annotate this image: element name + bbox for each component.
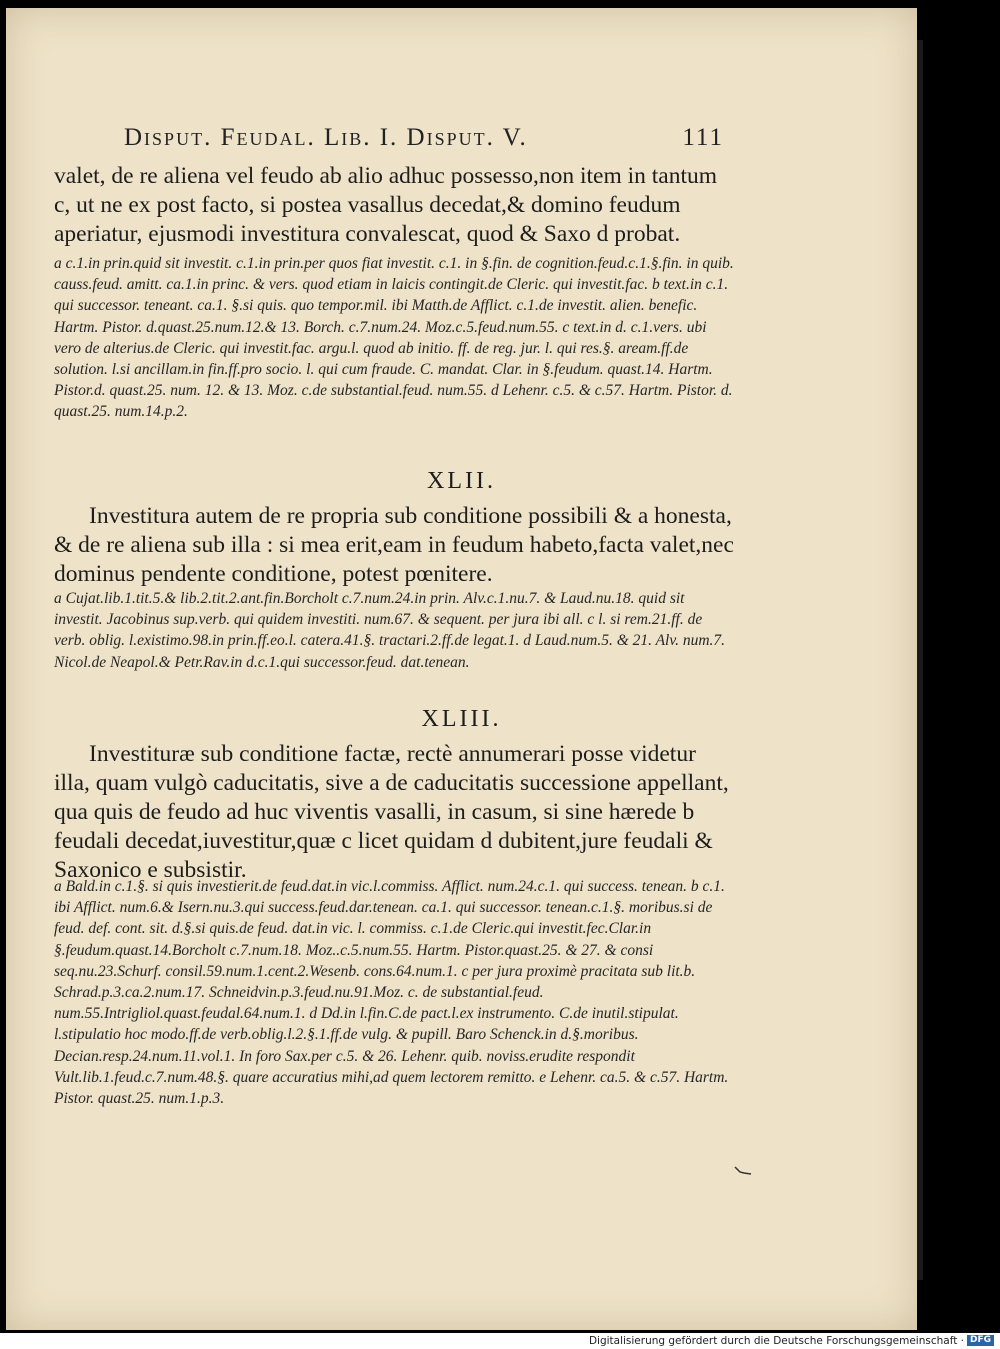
book-page bbox=[6, 8, 917, 1330]
section-number-42: XLII. bbox=[427, 468, 496, 494]
paragraph-continuation: valet, de re aliena vel feudo ab alio adhuc possesso,non item in tantum c, ut ne ex post facto, si postea vasallus decedat,& domino feudum aperiatur, ejusmodi investitura convalescat, quod & Saxo d probat. bbox=[54, 163, 718, 247]
footnotes-block-2: a Cujat.lib.1.tit.5.& lib.2.tit.2.ant.fin.Borcholt c.7.num.24.in prin. Alv.c.1.nu.7. & Laud.nu.18. quid sit investit. Jacobinus sup.verb. qui quidem investiti. num.67. & sequent. per jura ibi all. c l. si rem.21.ff. de verb. oblig. l.existimo.98.in prin.ff.eo.l. catera.41.§. tractari.2.ff.de legat.1. d Laud.num.5. & 21. Alv. num.7. Nicol.de Neapol.& Petr.Rav.in d.c.1.qui successor.feud. dat.tenean. bbox=[54, 590, 726, 671]
dfg-logo: DFG bbox=[967, 1335, 994, 1346]
running-title: Disput. Feudal. Lib. I. Disput. V. bbox=[124, 124, 528, 151]
running-header bbox=[124, 124, 724, 160]
footnotes-block-1: a c.1.in prin.quid sit investit. c.1.in prin.per quos fiat investit. c.1. in §.fin. de cognition.feud.c.1.§.fin. in quib. causs.feud. amitt. ca.1.in princ. & vers. quod etiam in laicis contingit.de Cleric. qui investit.fac. b text.in c.1. qui successor. teneant. ca.1. §.si quis. quo tempor.mil. ibi Matth.de Afflict. c.1.de investit. alien. benefic. Hartm. Pistor. d.quast.25.num.12.& 13. Borch. c.7.num.24. Moz.c.5.feud.num.55. c text.in d. c.1.vers. ubi vero de alterius.de Cleric. qui investit.fac. argu.l. quod ab initio. ff. de reg. jur. l. qui res.§. aream.ff.de solution. l.si ancillam.in fin.ff.pro socio. l. qui cum fraude. C. mandat. Clar. in §.feudum. quast.14. Hartm. Pistor.d. quast.25. num. 12. & 13. Moz. c.de substantial.feud. num.55. d Lehenr. c.5. & c.57. Hartm. Pistor. d. quast.25. num.14.p.2. bbox=[54, 255, 734, 421]
page-edge bbox=[917, 40, 923, 1280]
footer-credit: Digitalisierung gefördert durch die Deutsche Forschungsgemeinschaft · bbox=[588, 1335, 964, 1347]
folio-number: 111 bbox=[682, 124, 724, 151]
paragraph-section-43: Investituræ sub conditione factæ, rectè annumerari posse videtur illa, quam vulgò caducitatis, sive a de caducitatis successione appellant, qua quis de feudo ad huc viventis vasalli, in casum, si sine hærede b feudali decedat,iuvestitur,quæ c licet quidam d dubitent,jure feudali & Saxonico e subsistir. bbox=[54, 741, 729, 883]
ink-mark-icon bbox=[734, 1166, 752, 1176]
section-number-43: XLIII. bbox=[421, 706, 502, 732]
paragraph-section-42: Investitura autem de re propria sub conditione possibili & a honesta, & de re aliena sub illa : si mea erit,eam in feudum habeto,facta valet,nec dominus pendente conditione, potest pœnitere. bbox=[54, 503, 734, 587]
footnotes-block-3: a Bald.in c.1.§. si quis investierit.de feud.dat.in vic.l.commiss. Afflict. num.24.c.1. qui success. tenean. b c.1. ibi Afflict. num.6.& Isern.nu.3.qui success.feud.dar.tenean. ca.1. qui successor. tenean.c.1.§. moribus.si de feud. def. cont. sit. d.§.si quis.de feud. dat.in vic. l. commiss. c.1.de Cleric.qui investit.fec.Clar.in §.feudum.quast.14.Borcholt c.7.num.18. Moz..c.5.num.55. Hartm. Pistor.quast.25. & 27. & consi seq.nu.23.Schurf. consil.59.num.1.cent.2.Wesenb. cons.64.num.1. c per jura proximè pracitata sub lit.b. Schrad.p.3.ca.2.num.17. Schneidvin.p.3.feud.nu.91.Moz. c. de substantial.feud. num.55.Intrigliol.quast.feudal.64.num.1. d Dd.in l.fin.C.de pact.l.ex instrumento. C.de inutil.stipulat. l.stipulatio hoc modo.ff.de verb.oblig.l.2.§.1.ff.de vulg. & pupill. Baro Schenck.in d.§.moribus. Decian.resp.24.num.11.vol.1. In foro Sax.per c.5. & 26. Lehenr. quib. noviss.erudite respondit Vult.lib.1.feud.c.7.num.48.§. quare accuratius mihi,ad quem lectorem remitto. e Lehenr. ca.5. & c.57. Hartm. Pistor. quast.25. num.1.p.3. bbox=[54, 878, 729, 1108]
